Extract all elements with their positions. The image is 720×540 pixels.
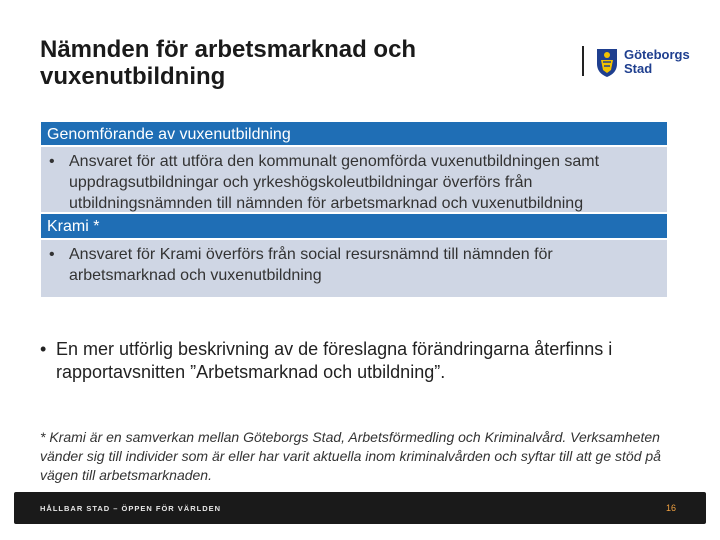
main-bullet-point	[40, 338, 680, 384]
footnote: * Krami är en samverkan mellan Göteborgs Stad, Arbetsförmedling och Kriminalvård. Verksamheten vänder sig till individer som är eller har varit aktuella inom kriminalvården och syftar till att ge stöd på vägen till arbetsmarknaden.	[40, 429, 661, 483]
section-header-vuxenutbildning: Genomförande av vuxenutbildning	[41, 122, 667, 147]
logo-wordmark	[624, 48, 690, 76]
section-header-krami: Krami *	[41, 214, 667, 240]
main-bullet-text: En mer utförlig beskrivning av de föreslagna förändringarna återfinns i rapportavsnitten ”Arbetsmarknad och utbildning”.	[56, 339, 613, 382]
footer-slogan: HÅLLBAR STAD – ÖPPEN FÖR VÄRLDEN	[40, 504, 222, 513]
section-body-krami	[41, 240, 667, 299]
slide-title: Nämnden för arbetsmarknad och vuxenutbildning	[40, 36, 417, 90]
changes-table	[41, 122, 667, 299]
section-text: Ansvaret för att utföra den kommunalt genomförda vuxenutbildningen samt uppdragsutbildningar och yrkeshögskoleutbildningar överförs från utbildningsnämnden till nämnden för arbetsmarknad och vuxenutbildning	[69, 153, 600, 212]
goteborg-crest-icon	[594, 46, 620, 78]
bullet: •	[49, 153, 55, 170]
logo-text-line1: Göteborgs	[624, 47, 690, 62]
bullet: •	[40, 339, 47, 359]
section-body-vuxenutbildning	[41, 147, 667, 214]
logo-text-line2: Stad	[624, 61, 653, 76]
bullet: •	[49, 246, 55, 263]
logo-divider	[582, 46, 584, 76]
goteborgs-stad-logo	[594, 44, 694, 80]
section-text: Ansvaret för Krami överförs från social resursnämnd till nämnden för arbetsmarknad och vuxenutbildning	[69, 246, 553, 284]
footer-bar	[14, 492, 706, 524]
page-number: 16	[665, 503, 676, 513]
